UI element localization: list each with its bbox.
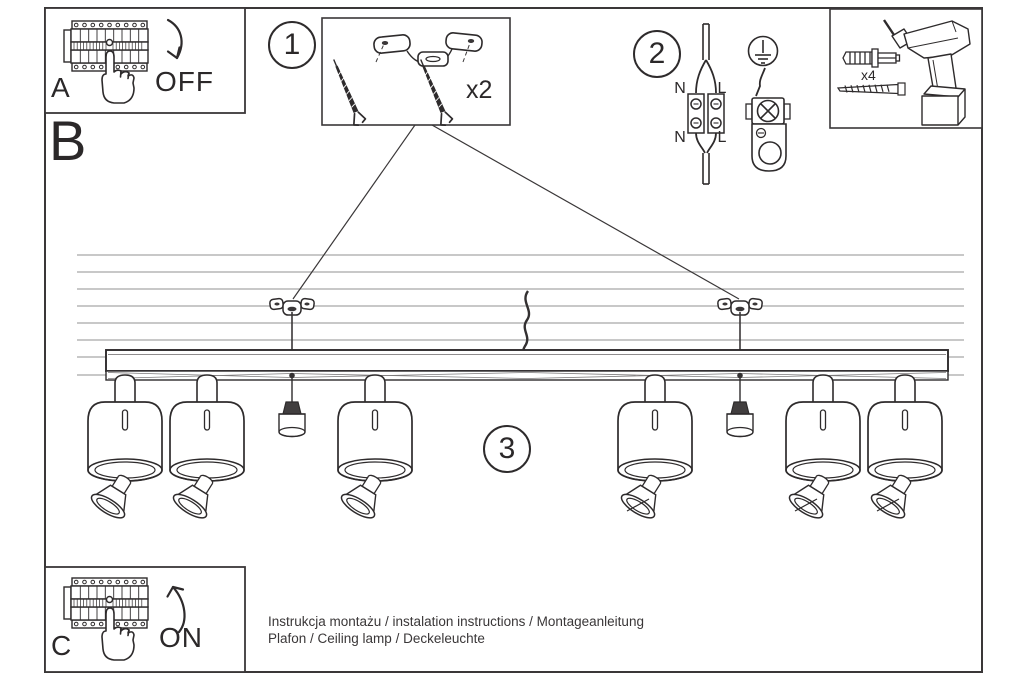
ground-terminal-icon [746, 98, 790, 171]
live-label-top: L [717, 80, 727, 97]
spotlight-icon [338, 375, 412, 522]
spotlight-icon [618, 375, 692, 522]
gu10-bulb-icon [279, 378, 305, 437]
tools-box [830, 9, 982, 128]
bulb-reflection-lines [627, 499, 899, 511]
ground-wire [756, 68, 765, 96]
step-c-box [45, 567, 245, 672]
power-on-label: ON [159, 622, 203, 653]
step-2-number: 2 [648, 37, 666, 70]
live-label-bottom: L [717, 129, 727, 146]
step-1-number: 1 [283, 28, 301, 61]
step-1-badge [268, 21, 316, 69]
step-3-number: 3 [498, 432, 516, 465]
ground-symbol-icon [749, 37, 778, 66]
spotlight-icon [868, 375, 942, 522]
neutral-label-bottom: N [674, 129, 686, 146]
step-a-box [45, 8, 245, 113]
screw-quantity-label: x2 [466, 76, 493, 104]
gu10-bulb-icon [727, 378, 753, 437]
step-3-badge [483, 425, 531, 473]
step-2-badge [633, 30, 681, 78]
fixing-quantity-label: x4 [861, 67, 876, 83]
spotlight-icon [170, 375, 244, 522]
neutral-label-top: N [674, 80, 686, 97]
footer-instructions-line: Instrukcja montażu / instalation instructions / Montageanleitung [268, 614, 644, 629]
wiring-diagram [688, 24, 790, 184]
step-c-label: C [51, 630, 72, 661]
leader-lines [293, 125, 739, 299]
step-a-label: A [51, 72, 70, 103]
spotlight-icon [88, 375, 162, 522]
footer-product-line: Plafon / Ceiling lamp / Deckeleuchte [268, 631, 485, 646]
step-1-box [322, 18, 510, 127]
spotlight-icon [786, 375, 860, 522]
power-off-label: OFF [155, 66, 214, 97]
terminal-block-icon [688, 94, 724, 133]
step-b-label: B [49, 109, 87, 172]
